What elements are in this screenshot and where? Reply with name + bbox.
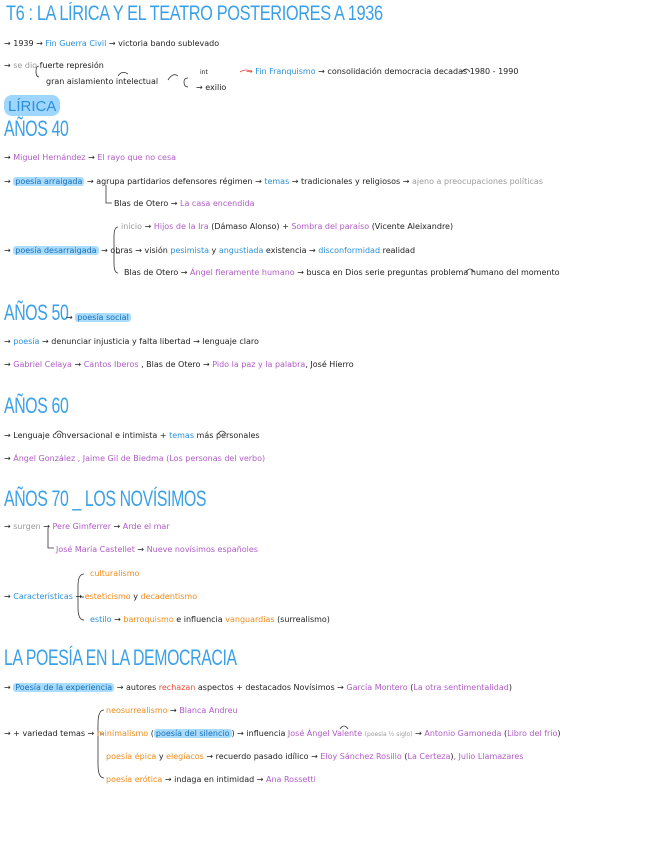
- a40-line-5: → poesía desarraigada → obras → visión pesimista y angustiada existencia → disconformidad realidad: [4, 246, 416, 255]
- democracy-text: consolidación democracia: [327, 67, 432, 76]
- isolation-text: gran aislamiento intelectual: [46, 77, 159, 86]
- intro-line-3: → Fin Franquismo → consolidación democracia decadas 1980 - 1990: [246, 67, 519, 76]
- heading-anos-40: AÑOS 40: [4, 116, 69, 141]
- dem-line-3: → + variedad temas → minimalismo ( poesía del silencio ) → influencia José Ángel Valente (poesía ½ siglo) → Antonio Gamoneda (Libro del frío): [4, 729, 561, 738]
- a60-line-1: → Lenguaje conversacional e intimista + temas más personales: [4, 431, 260, 440]
- a70-line-2: José María Castellet → Nueve novísimos españoles: [56, 545, 258, 554]
- civil-war-text: Fin Guerra Civil: [45, 39, 107, 48]
- social-poetry-tag: → poesía social: [66, 313, 129, 322]
- int-text: int: [200, 69, 208, 76]
- dem-line-5: poesía erótica → indaga en intimidad → Ana Rossetti: [106, 775, 316, 784]
- page-title: T6 : LA LÍRICA Y EL TEATRO POSTERIORES A 1936: [6, 2, 383, 25]
- heading-anos-60: AÑOS 60: [4, 393, 69, 418]
- a50-line-2: → Gabriel Celaya → Cantos Iberos , Blas de Otero → Pido la paz y la palabra, José Hierro: [4, 360, 354, 369]
- a70-line-3: → Características → esteticismo y decadentismo: [4, 592, 198, 601]
- intro-line-2b: [46, 77, 158, 87]
- heading-democracia: LA POESÍA EN LA DEMOCRACIA: [4, 645, 237, 670]
- end-franquismo-text: Fin Franquismo: [255, 67, 316, 76]
- a40-line-2: → poesía arraigada → agrupa partidarios defensores régimen → temas → tradicionales y religiosos → ajeno a preocupaciones políticas: [4, 177, 543, 186]
- dem-line-1: → Poesía de la experiencia → autores rechazan aspectos + destacados Novísimos → García Montero (La otra sentimentalidad): [4, 683, 512, 692]
- a40-line-1: → Miguel Hernández → El rayo que no cesa: [4, 153, 177, 162]
- a70-culturalism: culturalismo: [90, 569, 140, 578]
- intro-line-2: → se dio fuerte represión: [4, 61, 104, 70]
- heading-anos-70: AÑOS 70 _ LOS NOVÍSIMOS: [4, 486, 207, 511]
- a40-line-4: inicio → Hijos de la Ira (Dámaso Alonso) + Sombra del paraíso (Vicente Aleixandre): [121, 222, 454, 231]
- a40-line-6: Blas de Otero → Ángel fieramente humano → busca en Dios serie preguntas problema humano del momento: [124, 268, 560, 277]
- a60-line-2: → Ángel González , Jaime Gil de Biedma (Los personas del verbo): [4, 454, 266, 463]
- heading-anos-50: AÑOS 50: [4, 300, 69, 325]
- dem-line-2: neosurrealismo → Blanca Andreu: [106, 706, 238, 715]
- decades-text: decadas 1980 - 1990: [433, 67, 519, 76]
- lirica-badge: LÍRICA: [4, 96, 60, 115]
- a40-line-3: Blas de Otero → La casa encendida: [114, 199, 255, 208]
- year-text: 1939: [13, 39, 34, 48]
- se-dio-text: se dio: [13, 61, 38, 70]
- dem-line-4: poesía épica y elegíacos → recuerdo pasado idílico → Eloy Sánchez Rosillo (La Certeza), Julio Llamazares: [106, 752, 524, 761]
- a50-line-1: → poesía → denunciar injusticia y falta libertad → lenguaje claro: [4, 337, 259, 346]
- exile-text: → exilio: [196, 83, 227, 92]
- repression-text: fuerte represión: [39, 61, 104, 70]
- a70-line-1: → surgen → Pere Gimferrer → Arde el mar: [4, 522, 170, 531]
- a70-line-4: estilo → barroquismo e influencia vanguardias (surrealismo): [90, 615, 330, 624]
- intro-line-1: → 1939 → Fin Guerra Civil → victoria bando sublevado: [4, 39, 220, 48]
- victory-text: victoria bando sublevado: [118, 39, 220, 48]
